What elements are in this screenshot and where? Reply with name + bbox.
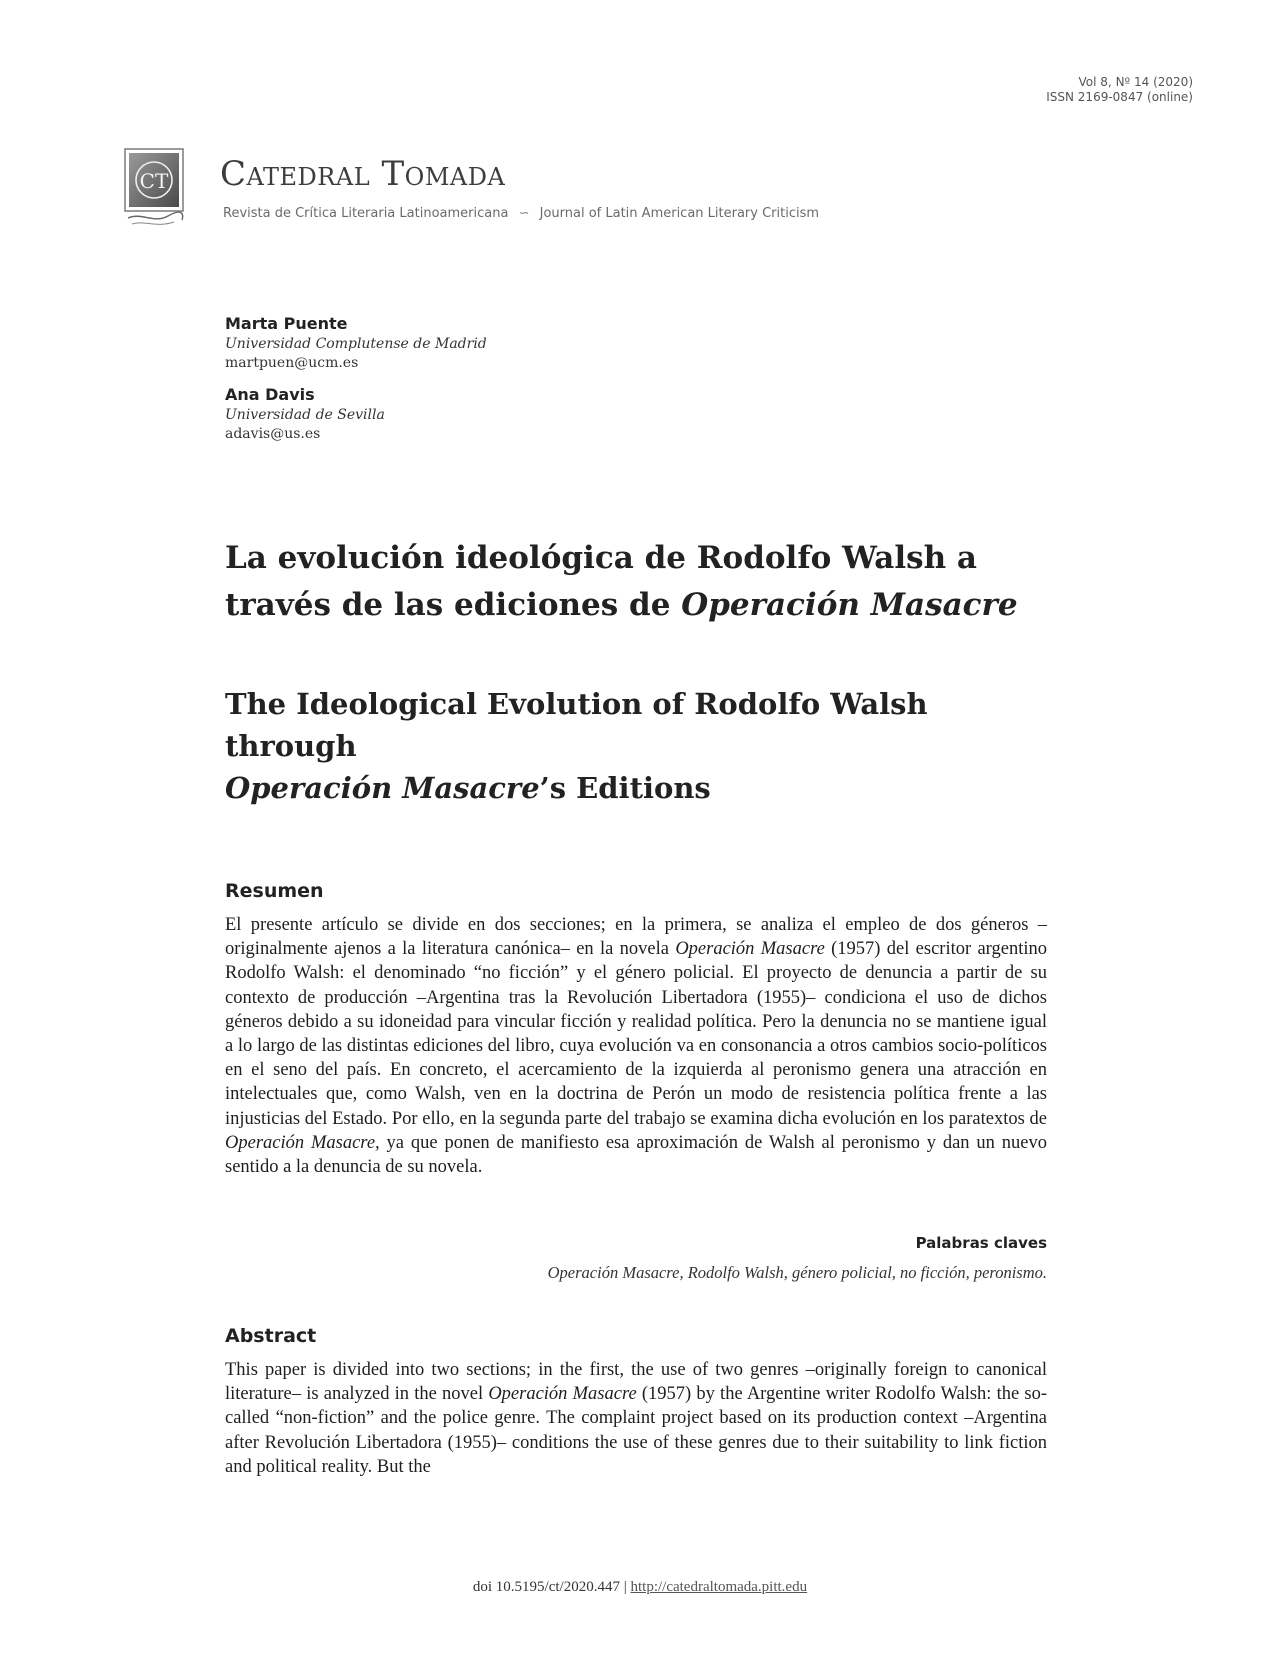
journal-title-part1: Catedral bbox=[220, 154, 371, 194]
abstract-text bbox=[225, 1358, 1047, 1479]
journal-logo-icon bbox=[124, 148, 186, 230]
resumen-part: (1957) del escritor argentino Rodolfo Walsh: el denominado “no ficción” y el género policial. El proyecto de denuncia a partir de su contexto de producción –Argentina tras la Revolución Libertadora (1955)– condiciona el uso de dichos géneros debido a su idoneidad para vincular ficción y realidad política. Pero la denuncia no se mantiene igual a lo largo de las distintas ediciones del libro, cuya evolución va en consonancia a otros cambios socio-políticos en el seno del país. En concreto, el acercamiento de la izquierda al peronismo genera una atracción en intelectuales que, como Walsh, ven en la doctrina de Perón un modo de resistencia política frente a las injusticias del Estado. Por ello, en la segunda parte del trabajo se examina dicha evolución en los paratextos de bbox=[225, 939, 1047, 1129]
journal-subtitle-en: Journal of Latin American Literary Criticism bbox=[539, 206, 820, 221]
article-title-en bbox=[225, 683, 1045, 809]
title-es-italic: Operación Masacre bbox=[681, 587, 1018, 623]
doi: doi 10.5195/ct/2020.447 bbox=[472, 1579, 620, 1595]
author-email: martpuen@ucm.es bbox=[225, 355, 359, 371]
author bbox=[225, 385, 487, 444]
journal-title bbox=[220, 148, 505, 200]
logo-letters: CT bbox=[139, 169, 169, 193]
author-name: Marta Puente bbox=[225, 314, 348, 333]
journal-url-link[interactable]: http://catedraltomada.pitt.edu bbox=[630, 1579, 808, 1595]
footer-separator: | bbox=[623, 1579, 627, 1595]
abstract-part: This paper is divided into two sections; in the first, the use of two genres –originally foreign to canonical literature– is analyzed in the novel bbox=[225, 1360, 1047, 1405]
volume-number: Vol 8, Nº 14 (2020) bbox=[1078, 75, 1193, 89]
author-affiliation: Universidad Complutense de Madrid bbox=[225, 336, 487, 352]
abstract-heading: Abstract bbox=[225, 1325, 317, 1347]
journal-title-part2: Tomada bbox=[381, 154, 506, 194]
page-footer bbox=[0, 1579, 1280, 1596]
resumen-italic: Operación Masacre bbox=[675, 939, 825, 960]
title-en-suffix: ’s Editions bbox=[539, 771, 711, 805]
title-es-main: La evolución ideológica de Rodolfo Walsh a través de las ediciones de bbox=[225, 540, 977, 623]
volume-info bbox=[1046, 75, 1193, 105]
issn: ISSN 2169-0847 (online) bbox=[1046, 90, 1193, 104]
author bbox=[225, 314, 487, 373]
authors-block bbox=[225, 314, 487, 456]
author-name: Ana Davis bbox=[225, 385, 315, 404]
title-en-italic: Operación Masacre bbox=[225, 771, 540, 805]
resumen-part: El presente artículo se divide en dos secciones; en la primera, se analiza el empleo de dos géneros –originalmente ajenos a la literatura canónica– en la novela bbox=[225, 915, 1047, 960]
resumen-italic: Operación Masacre, bbox=[225, 1132, 380, 1153]
keywords-list: Operación Masacre, Rodolfo Walsh, género policial, no ficción, peronismo. bbox=[547, 1263, 1047, 1282]
journal-subtitle bbox=[223, 206, 819, 221]
abstract-part: (1957) by the Argentine writer Rodolfo Walsh: the so-called “non-fiction” and the police genre. The complaint project based on its production context –Argentina after Revolución Libertadora (1955)– conditions the use of these genres due to their suitability to link fiction and political reality. But the bbox=[225, 1384, 1048, 1477]
article-title-es bbox=[225, 535, 1045, 629]
title-en-main: The Ideological Evolution of Rodolfo Walsh through bbox=[225, 687, 928, 763]
journal-subtitle-es: Revista de Crítica Literaria Latinoamericana bbox=[223, 206, 509, 221]
resumen-part: ya que ponen de manifiesto esa aproximación de Walsh al peronismo y dan un nuevo sentido a la denuncia de su novela. bbox=[225, 1132, 1048, 1178]
abstract-italic: Operación Masacre bbox=[488, 1384, 637, 1405]
resumen-heading: Resumen bbox=[225, 880, 324, 902]
author-affiliation: Universidad de Sevilla bbox=[225, 407, 385, 423]
keywords-heading: Palabras claves bbox=[915, 1234, 1047, 1252]
author-email: adavis@us.es bbox=[225, 426, 321, 442]
resumen-text bbox=[225, 913, 1047, 1179]
flourish-icon: ∽ bbox=[518, 206, 530, 221]
